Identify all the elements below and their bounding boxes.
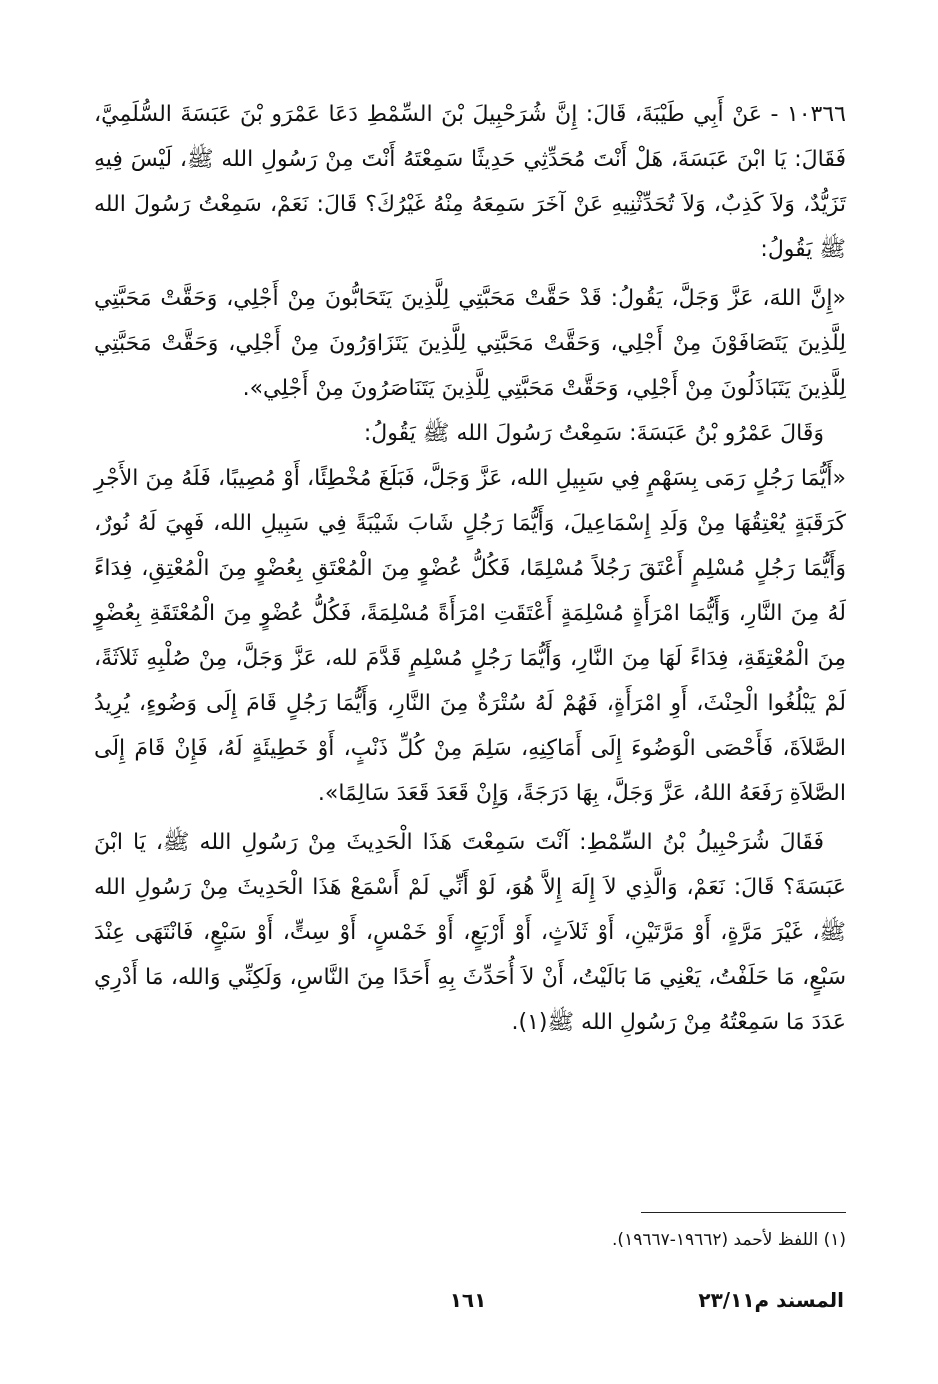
hadith-paragraph-3: وَقَالَ عَمْرُو بْنُ عَبَسَةَ: سَمِعْتُ رَسُولَ الله ﷺ يَقُولُ: (363, 421, 824, 446)
footnote: (١) اللفظ لأحمد (١٩٦٦٢-١٩٦٦٧). (612, 1230, 846, 1250)
hadith-paragraph-4: «أَيُّمَا رَجُلٍ رَمَى بِسَهْمٍ فِي سَبِيلِ الله، عَزَّ وَجَلَّ، فَبَلَغَ مُخْطِئًا، أَوْ مُصِيبًا، فَلَهُ مِنَ الأَجْرِ كَرَقَبَةٍ يُعْتِقُهَا مِنْ وَلَدِ إِسْمَاعِيلَ، وَأَيُّمَا رَجُلٍ شَابَ شَيْبَةً فِي سَبِيلِ الله، فَهِيَ لَهُ نُورٌ، وَأَيُّمَا رَجُلٍ مُسْلِمٍ أَعْتَقَ رَجُلاً مُسْلِمًا، فَكُلُّ عُضْوٍ مِنَ الْمُعْتَقِ بِعُضْوٍ مِنَ الْمُعْتِقِ، فِدَاءً لَهُ مِنَ النَّارِ، وَأَيُّمَا امْرَأَةٍ مُسْلِمَةٍ أَعْتَقَتِ امْرَأَةً مُسْلِمَةً، فَكُلُّ عُضْوٍ مِنَ الْمُعْتَقَةِ بِعُضْوٍ مِنَ الْمُعْتِقَةِ، فِدَاءً لَهَا مِنَ النَّارِ، وَأَيُّمَا رَجُلٍ مُسْلِمٍ قَدَّمَ لله، عَزَّ وَجَلَّ، مِنْ صُلْبِهِ ثَلاَثَةً، لَمْ يَبْلُغُوا الْحِنْثَ، أَوِ امْرَأَةٍ، فَهُمْ لَهُ سُتْرَةٌ مِنَ النَّارِ، وَأَيُّمَا رَجُلٍ قَامَ إِلَى وَضُوءٍ، يُرِيدُ الصَّلاَةَ، فَأَحْصَى الْوَضُوءَ إِلَى أَمَاكِنِهِ، سَلِمَ مِنْ كُلِّ ذَنْبٍ، أَوْ خَطِيئَةٍ لَهُ، فَإِنْ قَامَ إِلَى الصَّلاَةِ رَفَعَهُ اللهُ، عَزَّ وَجَلَّ، بِهَا دَرَجَةً، وَإِنْ قَعَدَ قَعَدَ سَالِمًا». (94, 466, 846, 806)
volume-label: المسند م٢٣/١١ (698, 1288, 844, 1312)
page-footer (92, 1288, 844, 1322)
hadith-paragraph-5: فَقَالَ شُرَحْبِيلُ بْنُ السِّمْطِ: آنْتَ سَمِعْتَ هَذَا الْحَدِيثَ مِنْ رَسُولِ الله ﷺ، يَا ابْنَ عَبَسَةَ؟ قَالَ: نَعَمْ، وَالَّذِي لاَ إِلَهَ إِلاَّ هُوَ، لَوْ أَنِّي لَمْ أَسْمَعْ هَذَا الْحَدِيثَ مِنْ رَسُولِ الله ﷺ، غَيْرَ مَرَّةٍ، أَوْ مَرَّتَيْنِ، أَوْ ثَلاَثٍ، أَوْ أَرْبَعٍ، أَوْ خَمْسٍ، أَوْ سِتٍّ، أَوْ سَبْعٍ، فَانْتَهَى عِنْدَ سَبْعٍ، مَا حَلَفْتُ، يَعْنِي مَا بَالَيْتُ، أَنْ لاَ أُحَدِّثَ بِهِ أَحَدًا مِنَ النَّاسِ، وَلَكِنِّي وَالله، مَا أَدْرِي عَدَدَ مَا سَمِعْتُهُ مِنْ رَسُولِ الله ﷺ(١). (94, 830, 846, 1035)
footnote-divider (641, 1212, 846, 1213)
page-number: ١٦١ (449, 1288, 487, 1312)
hadith-paragraph-2: «إِنَّ اللهَ، عَزَّ وَجَلَّ، يَقُولُ: قَدْ حَقَّتْ مَحَبَّتِي لِلَّذِينَ يَتَحَابُّونَ مِنْ أَجْلِي، وَحَقَّتْ مَحَبَّتِي لِلَّذِينَ يَتَصَافَوْنَ مِنْ أَجْلِي، وَحَقَّتْ مَحَبَّتِي لِلَّذِينَ يَتَزَاوَرُونَ مِنْ أَجْلِي، وَحَقَّتْ مَحَبَّتِي لِلَّذِينَ يَتَبَاذَلُونَ مِنْ أَجْلِي، وَحَقَّتْ مَحَبَّتِي لِلَّذِينَ يَتَنَاصَرُونَ مِنْ أَجْلِي». (94, 286, 846, 401)
hadith-paragraph-1: ١٠٣٦٦ - عَنْ أَبِي طَيْبَةَ، قَالَ: إِنَّ شُرَحْبِيلَ بْنَ السِّمْطِ دَعَا عَمْرَو بْنَ عَبَسَةَ السُّلَمِيَّ، فَقَالَ: يَا ابْنَ عَبَسَةَ، هَلْ أَنْتَ مُحَدِّثِي حَدِيثًا سَمِعْتَهُ أَنْتَ مِنْ رَسُولِ الله ﷺ، لَيْسَ فِيهِ تَزَيُّدٌ، وَلاَ كَذِبٌ، وَلاَ تُحَدِّثْنِيهِ عَنْ آخَرَ سَمِعَهُ مِنْهُ غَيْرُكَ؟ قَالَ: نَعَمْ، سَمِعْتُ رَسُولَ الله ﷺ يَقُولُ: (94, 102, 846, 262)
main-text (94, 92, 846, 1045)
